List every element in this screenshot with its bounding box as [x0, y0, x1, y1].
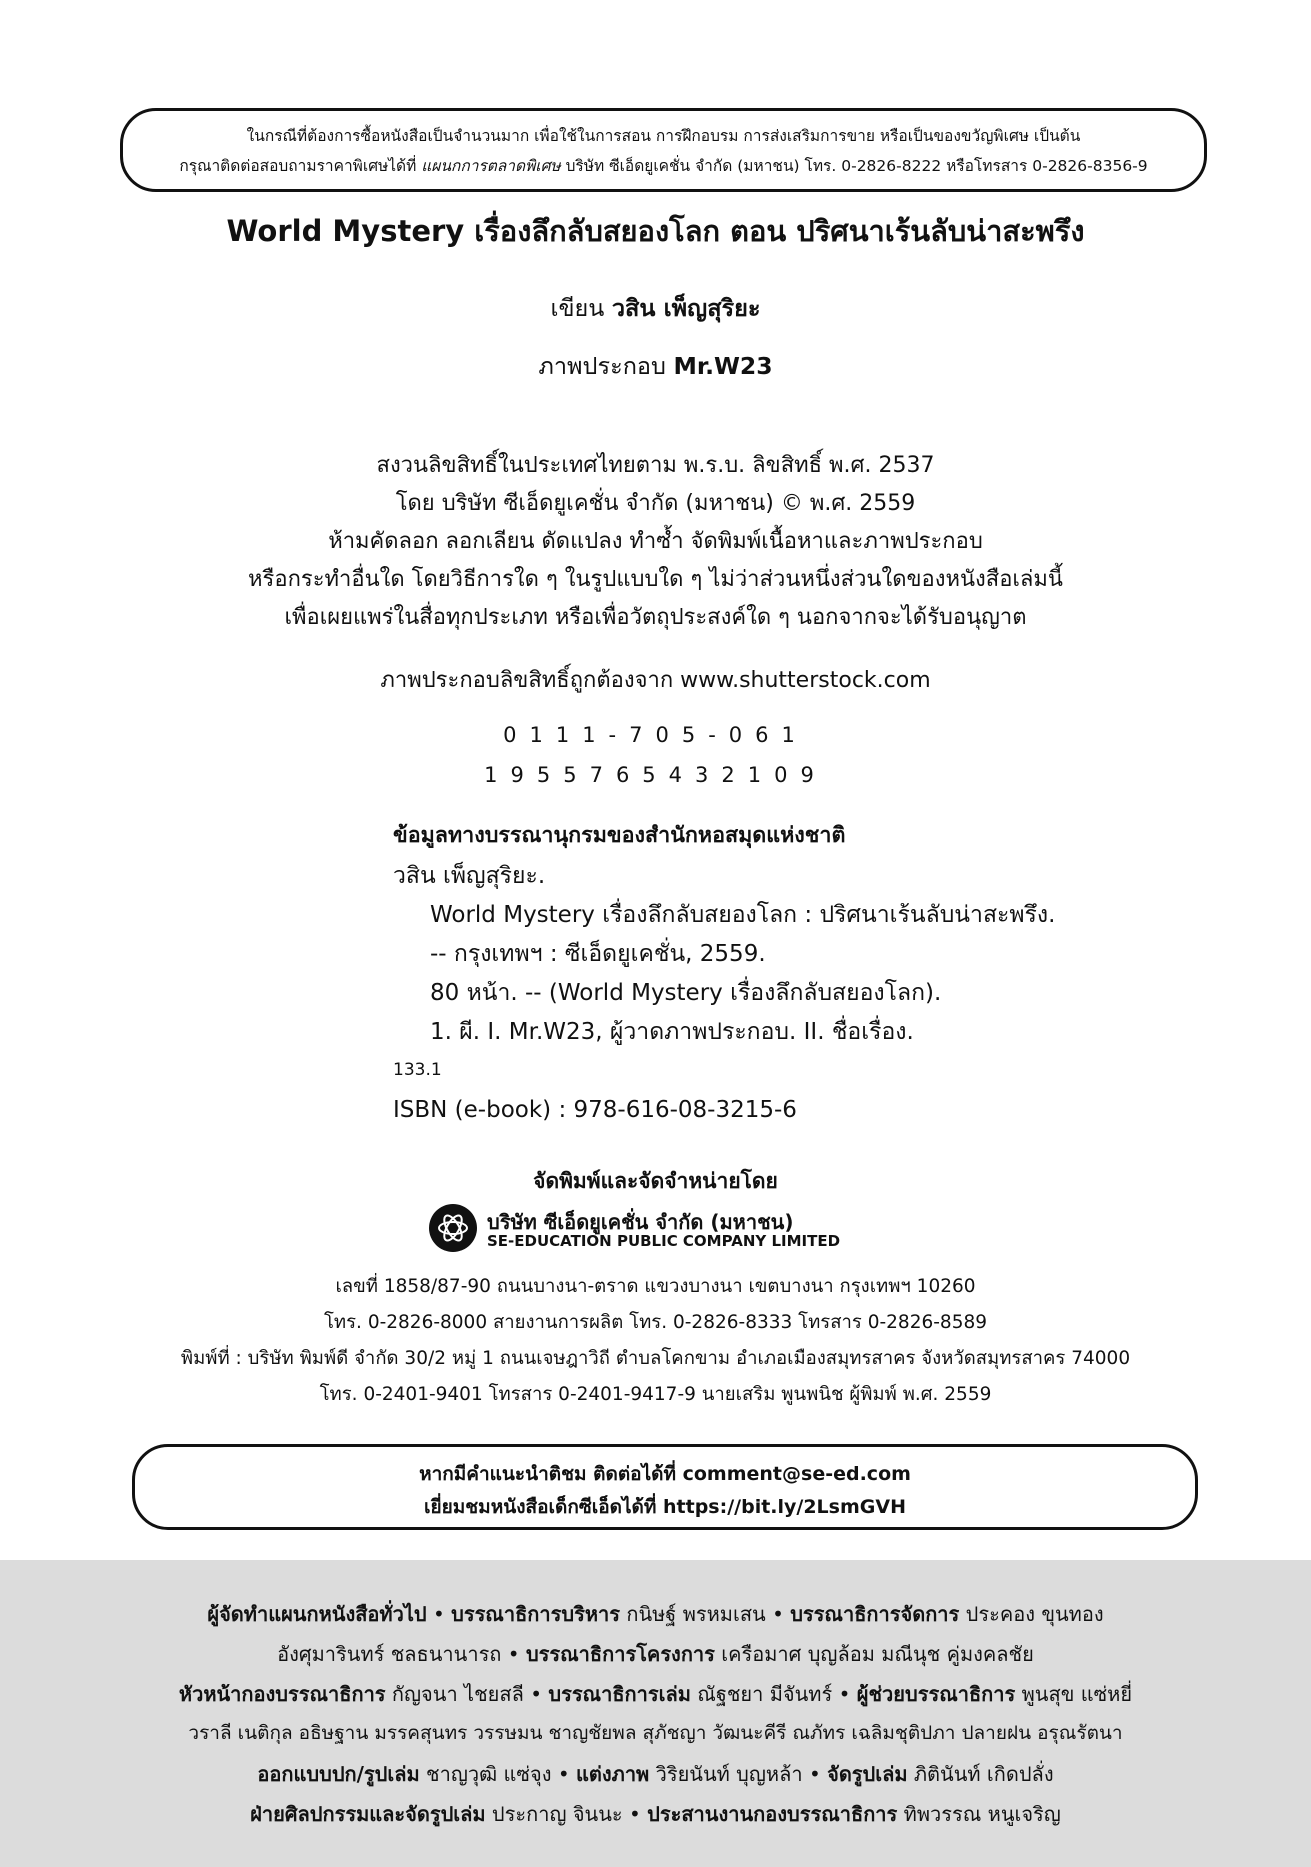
special-marketing-dept: แผนกการตลาดพิเศษ [421, 157, 561, 175]
notice-line-2: กรุณาติดต่อสอบถามราคาพิเศษได้ที่ แผนกการตลาดพิเศษ บริษัท ซีเอ็ดยูเคชั่น จำกัด (มหาชน) โทร. 0-2826-8222 หรือโทรสาร 0-2826-8356-9 [179, 157, 1148, 175]
publisher-logo [429, 1202, 899, 1258]
copyright-line-3: ห้ามคัดลอก ลอกเลียน ดัดแปลง ทำซ้ำ จัดพิมพ์เนื้อหาและภาพประกอบ [328, 529, 983, 554]
cataloging-line-3: 80 หน้า. -- (World Mystery เรื่องลึกลับสยองโลก). [430, 980, 942, 1006]
cataloging-author: วสิน เพ็ญสุริยะ. [393, 863, 546, 889]
cataloging-heading: ข้อมูลทางบรรณานุกรมของสำนักหอสมุดแห่งชาติ [393, 823, 846, 848]
atom-logo-icon [429, 1204, 477, 1252]
publisher-name-en: SE-EDUCATION PUBLIC COMPANY LIMITED [487, 1232, 841, 1250]
cataloging-line-1: World Mystery เรื่องลึกลับสยองโลก : ปริศนาเร้นลับน่าสะพรึง. [430, 902, 1056, 928]
credits-row-4: วราลี เนติกุล อธิษฐาน มรรคสุนทร วรรษมน ชาญชัยพล สุภัชญา วัฒนะคีรี ณภัทร เฉลิมชุติปภา ปลายฝน อรุณรัตนา [188, 1722, 1123, 1744]
publisher-address-1: เลขที่ 1858/87-90 ถนนบางนา-ตราด แขวงบางนา เขตบางนา กรุงเทพฯ 10260 [335, 1276, 976, 1297]
credits-row-6: ฝ่ายศิลปกรรมและจัดรูปเล่ม ประกาญ จินนะ • ประสานงานกองบรรณาธิการ ทิพวรรณ หนูเจริญ [250, 1802, 1061, 1826]
publisher-name-th: บริษัท ซีเอ็ดยูเคชั่น จำกัด (มหาชน) [487, 1210, 794, 1234]
cataloging-line-4: 1. ผี. I. Mr.W23, ผู้วาดภาพประกอบ. II. ชื่อเรื่อง. [430, 1019, 914, 1045]
copyright-line-2: โดย บริษัท ซีเอ็ดยูเคชั่น จำกัด (มหาชน) © พ.ศ. 2559 [395, 491, 916, 516]
illustrator-line: ภาพประกอบ Mr.W23 [538, 352, 773, 380]
cataloging-isbn: ISBN (e-book) : 978-616-08-3215-6 [393, 1097, 797, 1123]
notice-line-1: ในกรณีที่ต้องการซื้อหนังสือเป็นจำนวนมาก เพื่อใช้ในการสอน การฝึกอบรม การส่งเสริมการขาย หรือเป็นของขวัญพิเศษ เป็นต้น [246, 127, 1081, 145]
copyright-line-1: สงวนลิขสิทธิ์ในประเทศไทยตาม พ.ร.บ. ลิขสิทธิ์ พ.ศ. 2537 [376, 453, 935, 478]
special-sales-notice-box [120, 108, 1207, 192]
code-line-2: 1955765432109 [484, 763, 827, 787]
website-link-line: เยี่ยมชมหนังสือเด็กซีเอ็ดได้ที่ https://bit.ly/2LsmGVH [424, 1496, 906, 1518]
copyright-line-4: หรือกระทำอื่นใด โดยวิธีการใด ๆ ในรูปแบบใด ๆ ไม่ว่าส่วนหนึ่งส่วนใดของหนังสือเล่มนี้ [248, 567, 1063, 592]
publisher-heading: จัดพิมพ์และจัดจำหน่ายโดย [533, 1169, 778, 1193]
printer-address: พิมพ์ที่ : บริษัท พิมพ์ดี จำกัด 30/2 หมู่ 1 ถนนเจษฎาวิถี ตำบลโคกขาม อำเภอเมืองสมุทรสาคร จังหวัดสมุทรสาคร 74000 [180, 1348, 1131, 1369]
cataloging-class-number: 133.1 [393, 1060, 442, 1080]
author-line: เขียน วสิน เพ็ญสุริยะ [550, 294, 761, 322]
printer-contact: โทร. 0-2401-9401 โทรสาร 0-2401-9417-9 นายเสริม พูนพนิช ผู้พิมพ์ พ.ศ. 2559 [319, 1384, 992, 1405]
image-credit: ภาพประกอบลิขสิทธิ์ถูกต้องจาก www.shutterstock.com [380, 668, 931, 693]
credits-row-5: ออกแบบปก/รูปเล่ม ชาญวุฒิ แซ่จุง • แต่งภาพ วิริยนันท์ บุญหล้า • จัดรูปเล่ม ภิตินันท์ เกิดปลั่ง [257, 1762, 1054, 1786]
credits-row-3: หัวหน้ากองบรรณาธิการ กัญจนา ไชยสลี • บรรณาธิการเล่ม ณัฐชยา มีจันทร์ • ผู้ช่วยบรรณาธิการ พูนสุข แซ่หยี่ [178, 1682, 1133, 1706]
feedback-contact-box [132, 1444, 1198, 1530]
feedback-email-line: หากมีคำแนะนำติชม ติดต่อได้ที่ comment@se-ed.com [419, 1463, 911, 1485]
copyright-line-5: เพื่อเผยแพร่ในสื่อทุกประเภท หรือเพื่อวัตถุประสงค์ใด ๆ นอกจากจะได้รับอนุญาต [284, 605, 1027, 630]
publisher-address-2: โทร. 0-2826-8000 สายงานการผลิต โทร. 0-2826-8333 โทรสาร 0-2826-8589 [323, 1312, 988, 1333]
staff-credits-panel [0, 1560, 1311, 1867]
cataloging-line-2: -- กรุงเทพฯ : ซีเอ็ดยูเคชั่น, 2559. [430, 941, 766, 967]
illustrator-name: Mr.W23 [673, 352, 773, 380]
credits-row-1: ผู้จัดทำแผนกหนังสือทั่วไป • บรรณาธิการบริหาร กนิษฐ์ พรหมเสน • บรรณาธิการจัดการ ประคอง ขุนทอง [207, 1602, 1104, 1626]
book-title: World Mystery เรื่องลึกลับสยองโลก ตอน ปริศนาเร้นลับน่าสะพรึง [226, 214, 1085, 248]
code-line-1: 0111-705-061 [503, 723, 808, 747]
author-name: วสิน เพ็ญสุริยะ [611, 294, 761, 322]
credits-row-2: อังศุมารินทร์ ชลธนานารถ • บรรณาธิการโครงการ เครือมาศ บุญล้อม มณีนุช คู่มงคลชัย [277, 1642, 1034, 1666]
